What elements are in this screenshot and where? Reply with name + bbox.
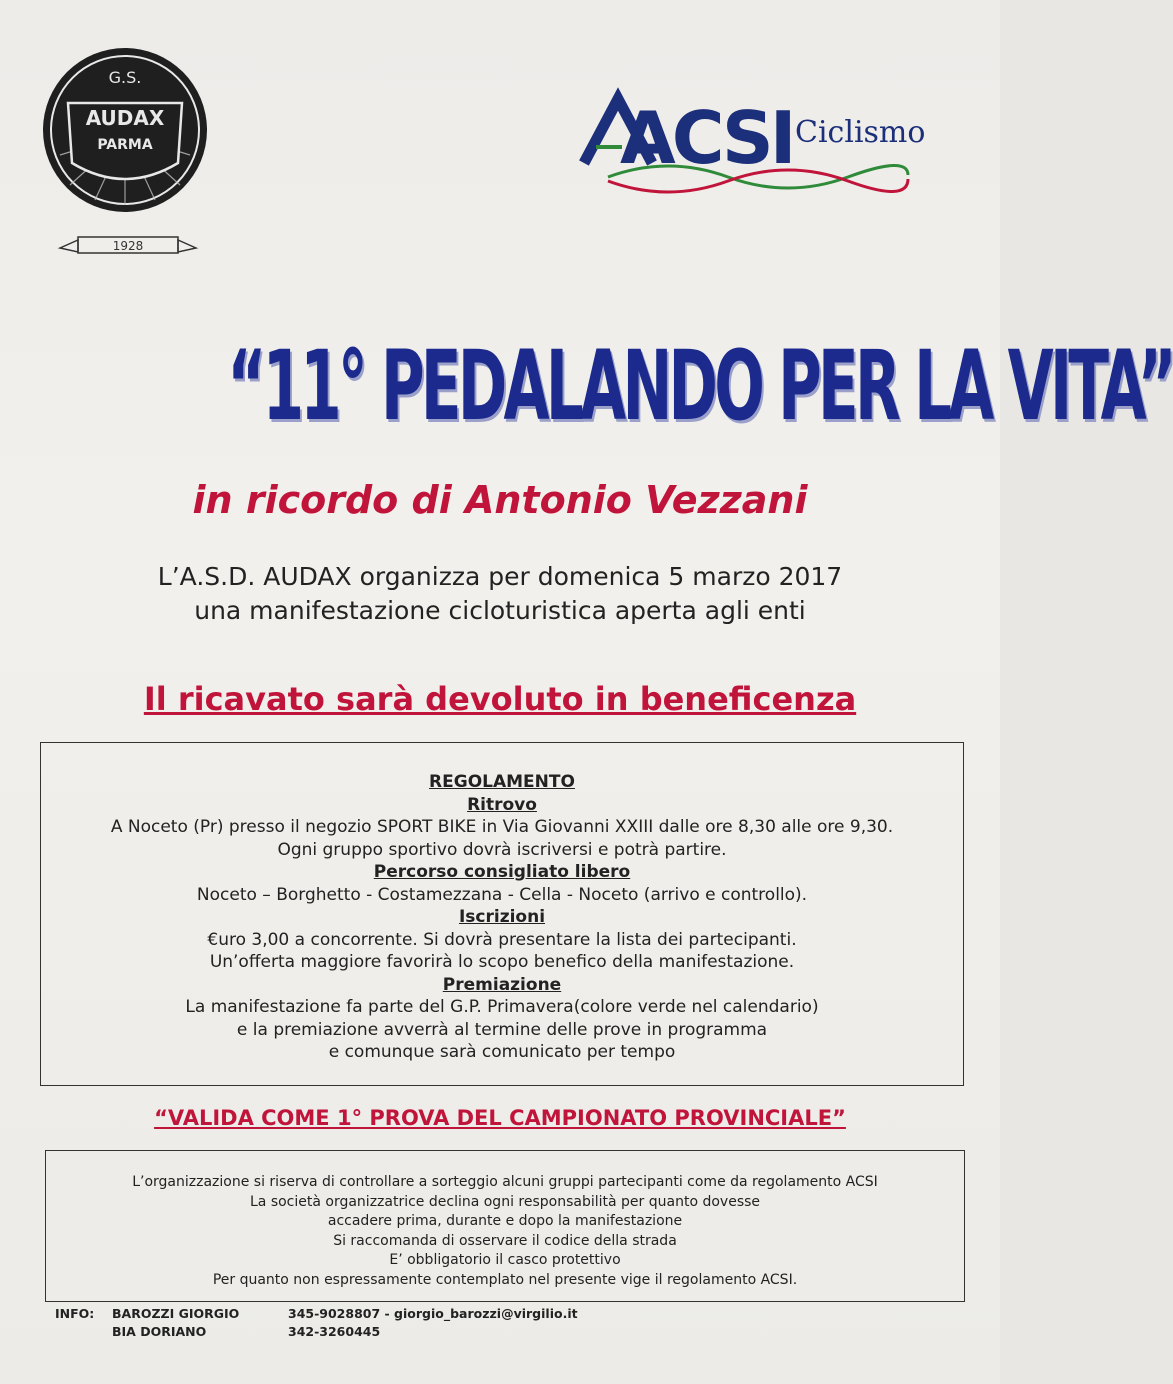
acsi-ciclismo-word: Ciclismo [795, 115, 926, 150]
event-intro [0, 560, 1000, 628]
regolamento-title: REGOLAMENTO [429, 772, 575, 792]
ritrovo-heading: Ritrovo [467, 794, 537, 815]
event-title: “11° PEDALANDO PER LA VITA” [227, 330, 1173, 442]
disclaimer-line: La società organizzatrice declina ogni responsabilità per quanto dovesse [249, 1193, 761, 1210]
info-names [112, 1305, 239, 1341]
disclaimer-line: E’ obbligatorio il casco protettivo [389, 1252, 621, 1268]
info-contact-name: BIA DORIANO [112, 1324, 207, 1339]
info-contacts [288, 1305, 578, 1341]
info-contact-name: BAROZZI GIORGIO [112, 1306, 240, 1321]
audax-logo-gs: G.S. [108, 68, 142, 87]
acsi-logo-letters: ACSI [620, 96, 793, 180]
premiazione-line: La manifestazione fa parte del G.P. Primavera(colore verde nel calendario) [185, 997, 819, 1017]
disclaimer-box [45, 1150, 965, 1302]
audax-parma-logo [40, 45, 210, 215]
charity-notice: Il ricavato sarà devoluto in beneficenza [143, 680, 857, 718]
disclaimer-line: Per quanto non espressamente contemplato nel presente vige il regolamento ACSI. [212, 1271, 798, 1288]
ritrovo-line: Ogni gruppo sportivo dovrà iscriversi e potrà partire. [277, 839, 727, 860]
ritrovo-line: A Noceto (Pr) presso il negozio SPORT BIKE in Via Giovanni XXIII dalle ore 8,30 alle ore 9,30. [110, 817, 894, 837]
percorso-line: Noceto – Borghetto - Costamezzana - Cella - Noceto (arrivo e controllo). [196, 884, 808, 905]
regolamento-box [40, 742, 964, 1086]
audax-year-banner [58, 232, 198, 258]
percorso-heading: Percorso consigliato libero [373, 862, 631, 882]
championship-validity: “VALIDA COME 1° PROVA DEL CAMPIONATO PROVINCIALE” [154, 1106, 846, 1130]
premiazione-heading: Premiazione [442, 974, 562, 995]
iscrizioni-heading: Iscrizioni [458, 907, 546, 927]
iscrizioni-line: Un’offerta maggiore favorirà lo scopo benefico della manifestazione. [209, 952, 795, 972]
audax-logo-parma: PARMA [97, 137, 153, 153]
intro-line: una manifestazione cicloturistica aperta agli enti [194, 596, 806, 625]
info-label: INFO: [55, 1306, 95, 1321]
disclaimer-line: accadere prima, durante e dopo la manifestazione [327, 1213, 683, 1229]
info-contact-details: 345-9028807 - giorgio_barozzi@virgilio.it [288, 1306, 578, 1321]
disclaimer-line: Si raccomanda di osservare il codice della strada [333, 1232, 677, 1249]
premiazione-line: e comunque sarà comunicato per tempo [328, 1042, 676, 1062]
info-contact-details: 342-3260445 [288, 1324, 381, 1339]
disclaimer-line: L’organizzazione si riserva di controllare a sorteggio alcuni gruppi partecipanti come da regolamento ACSI [132, 1174, 878, 1190]
iscrizioni-line: €uro 3,00 a concorrente. Si dovrà presentare la lista dei partecipanti. [207, 929, 797, 950]
event-subtitle: in ricordo di Antonio Vezzani [192, 478, 808, 522]
audax-logo-audax: AUDAX [85, 106, 165, 130]
intro-line: L’A.S.D. AUDAX organizza per domenica 5 marzo 2017 [157, 562, 843, 591]
audax-year-text: 1928 [112, 239, 144, 253]
premiazione-line: e la premiazione avverrà al termine delle prove in programma [236, 1019, 768, 1040]
